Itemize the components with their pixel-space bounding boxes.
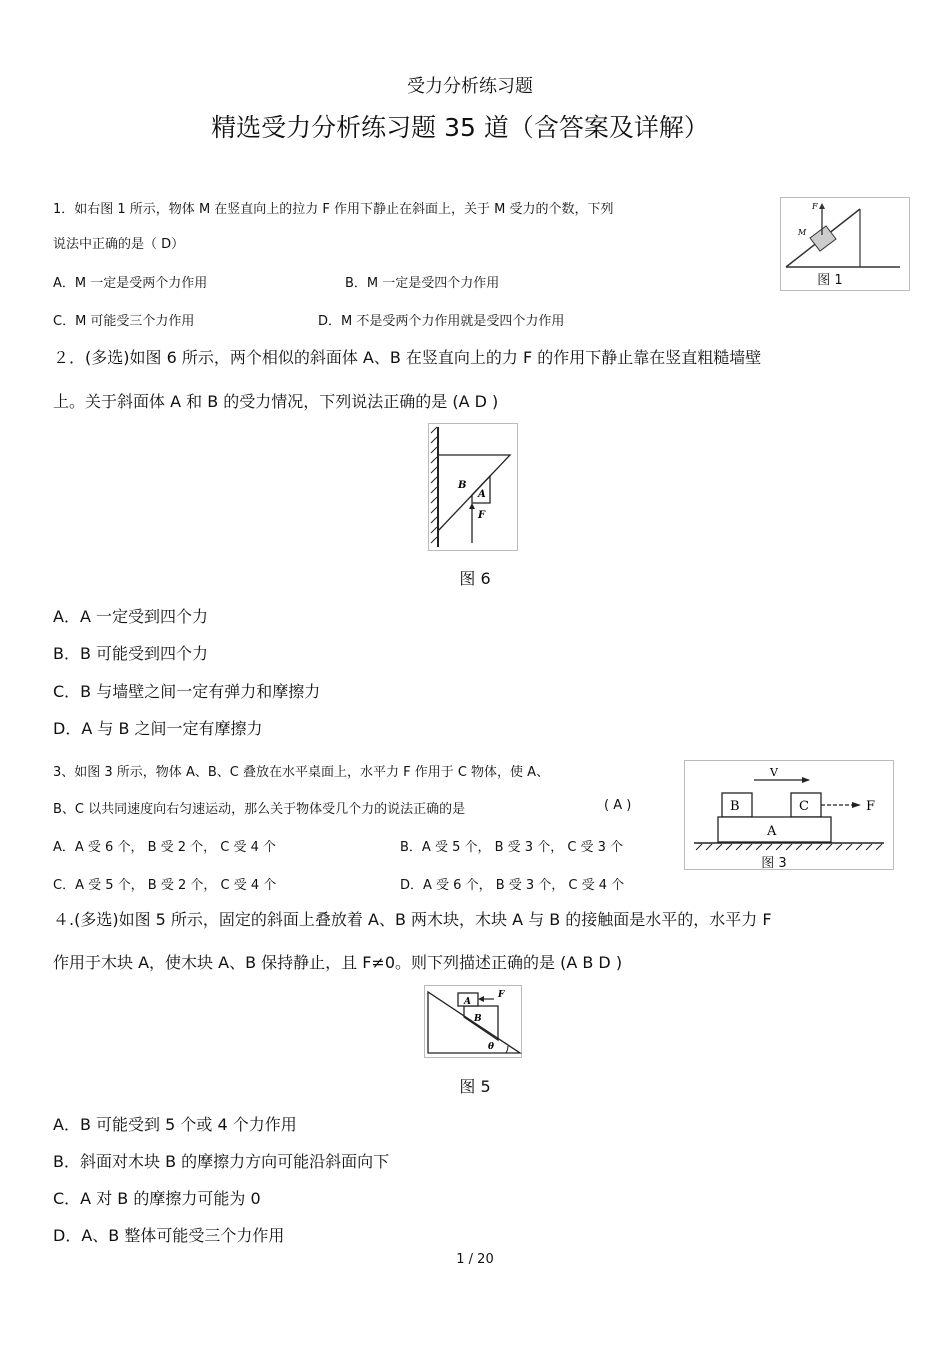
- q3-option-c: C．A 受 5 个， B 受 2 个， C 受 4 个: [53, 878, 277, 893]
- figure-5-label-a: A: [464, 997, 471, 1007]
- figure-5-label-b: B: [474, 1014, 482, 1024]
- q4-line2: 作用于木块 A，使木块 A、B 保持静止，且 F≠0。则下列描述正确的是 (A B D ): [53, 953, 623, 972]
- figure-3-label-c: C: [799, 799, 809, 814]
- figure-3-caption: 图 3: [761, 856, 787, 871]
- q2-option-c: C．B 与墙壁之间一定有弹力和摩擦力: [53, 682, 321, 701]
- q1-option-d: D．M 不是受两个力作用就是受四个力作用: [318, 314, 565, 329]
- q4-option-a: A．B 可能受到 5 个或 4 个力作用: [53, 1115, 297, 1134]
- q4-line1: ４.(多选)如图 5 所示，固定的斜面上叠放着 A、B 两木块，木块 A 与 B 的接触面是水平的，水平力 F: [53, 910, 772, 929]
- q3-line2: B、C 以共同速度向右匀速运动，那么关于物体受几个力的说法正确的是: [53, 802, 466, 817]
- figure-3-label-v: V: [770, 766, 778, 779]
- q4-option-b: B．斜面对木块 B 的摩擦力方向可能沿斜面向下: [53, 1152, 390, 1171]
- figure-6-label-a: A: [478, 489, 486, 500]
- figure-5: [424, 985, 522, 1058]
- q2-line2: 上。关于斜面体 A 和 B 的受力情况，下列说法正确的是 (A D ): [53, 392, 499, 411]
- q3-option-d: D．A 受 6 个， B 受 3 个， C 受 4 个: [400, 878, 625, 893]
- figure-6-caption: 图 6: [459, 569, 491, 588]
- q2-line1: ２．(多选)如图 6 所示，两个相似的斜面体 A、B 在竖直向上的力 F 的作用下静止靠在竖直粗糙墙壁: [53, 348, 762, 367]
- figure-5-label-f: F: [498, 990, 505, 1000]
- q1-option-c: C．M 可能受三个力作用: [53, 314, 195, 329]
- document-subtitle: 受力分析练习题: [407, 76, 533, 97]
- q2-option-b: B．B 可能受到四个力: [53, 644, 209, 663]
- figure-6-drawing: [428, 423, 518, 551]
- page-title: 精选受力分析练习题 35 道（含答案及详解）: [211, 113, 709, 142]
- q3-line1: 3、如图 3 所示，物体 A、B、C 叠放在水平桌面上，水平力 F 作用于 C 物体，使 A、: [53, 765, 550, 780]
- figure-1-caption: 图 1: [817, 273, 843, 288]
- figure-3-label-f: F: [866, 799, 876, 814]
- q1-option-a: A．M 一定是受两个力作用: [53, 276, 208, 291]
- q2-option-a: A．A 一定受到四个力: [53, 607, 208, 626]
- q4-option-d: D．A、B 整体可能受三个力作用: [53, 1226, 285, 1245]
- page-number: 1 / 20: [456, 1252, 494, 1267]
- figure-1-label-m: M: [798, 228, 807, 237]
- q1-option-b: B．M 一定是受四个力作用: [345, 276, 500, 291]
- figure-6-label-f: F: [478, 510, 486, 521]
- figure-5-caption: 图 5: [459, 1077, 491, 1096]
- q1-line1: 1．如右图 1 所示，物体 M 在竖直向上的拉力 F 作用下静止在斜面上，关于 M 受力的个数，下列: [53, 202, 614, 217]
- figure-3: [684, 760, 894, 870]
- figure-6-label-b: B: [458, 480, 467, 491]
- q3-option-b: B．A 受 5 个， B 受 3 个， C 受 3 个: [400, 840, 624, 855]
- figure-1: [780, 197, 910, 291]
- figure-5-label-theta: θ: [488, 1042, 495, 1052]
- q2-option-d: D．A 与 B 之间一定有摩擦力: [53, 719, 263, 738]
- figure-3-label-a: A: [767, 824, 777, 839]
- figure-5-drawing: [424, 985, 522, 1058]
- figure-6: [428, 423, 518, 551]
- q4-option-c: C．A 对 B 的摩擦力可能为 0: [53, 1189, 261, 1208]
- q3-option-a: A．A 受 6 个， B 受 2 个， C 受 4 个: [53, 840, 277, 855]
- figure-3-label-b: B: [730, 799, 740, 814]
- figure-1-label-f: F: [812, 202, 818, 211]
- q3-answer: ( A ): [604, 798, 632, 813]
- q1-line2: 说法中正确的是（ D）: [53, 237, 185, 252]
